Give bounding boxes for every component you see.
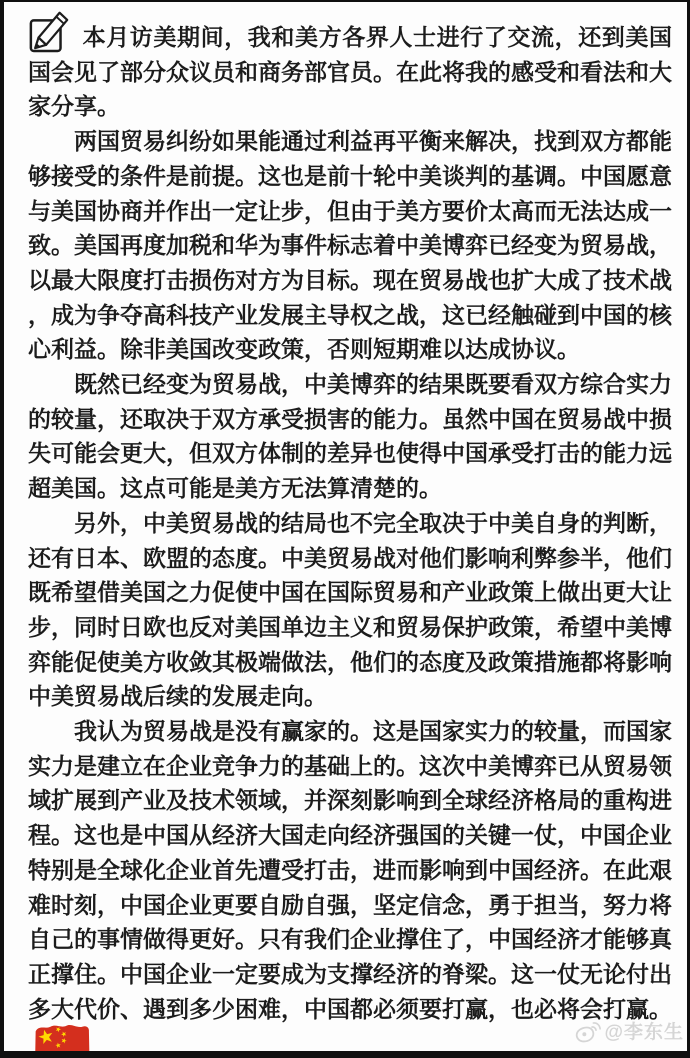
post-content [4,2,687,1058]
watermark-handle: @李东生 [604,1021,684,1043]
china-flag-icon [28,1049,92,1051]
compose-icon [28,43,82,45]
paragraph-4: 另外，中美贸易战的结局也不完全取决于中美自身的判断，还有日本、欧盟的态度。中美贸易战对他们影响利弊参半，他们既希望借美国之力促使中国在国际贸易和产业政策上做出更大让步，同时日欧也反对美国单边主义和贸易保护政策，希望中美博弈能促使美方收敛其极端做法，他们的态度及政策措施都将影响中美贸易战后续的发展走向。 [28,509,672,710]
paragraph-2: 两国贸易纠纷如果能通过利益再平衡来解决，找到双方都能够接受的条件是前提。这也是前十轮中美谈判的基调。中国愿意与美国协商并作出一定让步，但由于美方要价太高而无法达成一致。美国再度加税和华为事件标志着中美博弈已经变为贸易战，以最大限度打击损伤对方为目标。现在贸易战也扩大成了技术战，成为争夺高科技产业发展主导权之战，这已经触碰到中国的核心利益。除非美国改变政策，否则短期难以达成协议。 [28,128,672,363]
paragraph-5 [28,714,672,1058]
paragraph-3: 既然已经变为贸易战，中美博弈的结果既要看双方综合实力的较量，还取决于双方承受损害的能力。虽然中国在贸易战中损失可能会更大，但双方体制的差异也使得中国承受打击的能力远超美国。这点可能是美方无法算清楚的。 [28,371,672,502]
paragraph-text: 本月访美期间，我和美方各界人士进行了交流，还到美国国会见了部分众议员和商务部官员。在此将我的感受和看法和大家分享。 [28,24,672,120]
paragraph-1 [28,20,672,124]
paragraph-text: 我认为贸易战是没有赢家的。这是国家实力的较量，而国家实力是建立在企业竞争力的基础上的。这次中美博弈已从贸易领域扩展到产业及技术领域，并深刻影响到全球经济格局的重构进程。这也是中国从经济大国走向经济强国的关键一仗，中国企业特别是全球化企业首先遭受打击，进而影响到中国经济。在此艰难时刻，中国企业更要自励自强，坚定信念，勇于担当，努力将自己的事情做得更好。只有我们企业撑住了，中国经济才能够真正撑住。中国企业一定要成为支撑经济的脊梁。这一仗无论付出多大代价、遇到多少困难，中国都必须要打赢，也必将会打赢。 [28,718,672,1022]
